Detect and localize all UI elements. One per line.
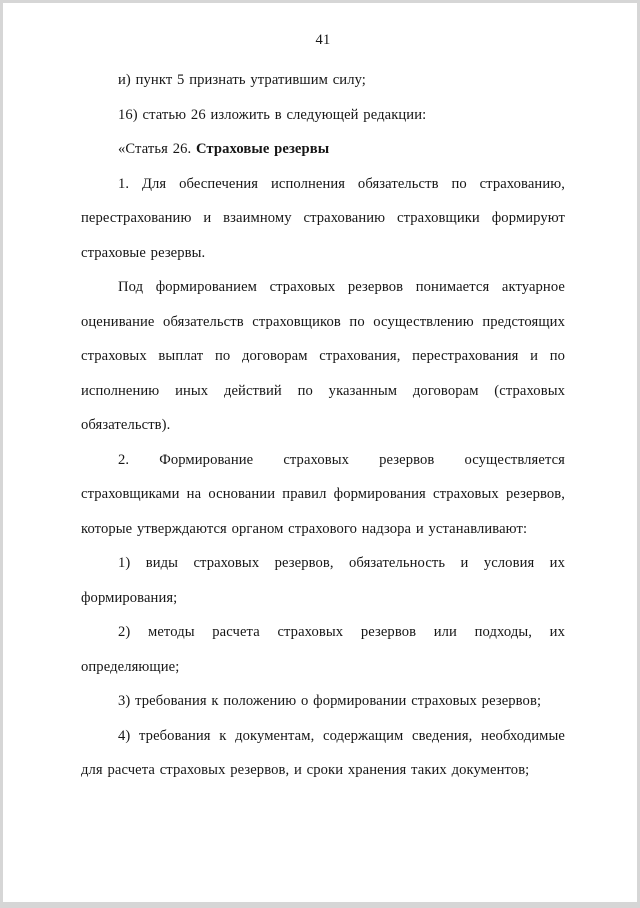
paragraph-point-2: 2. Формирование страховых резервов осуществляется страховщиками на основании правил формирования страховых резервов, которые утверждаются органом страхового надзора и устанавливают:: [81, 451, 565, 537]
paragraph-clause-i: и) пункт 5 признать утратившим силу;: [118, 72, 366, 88]
list-item-3: 3) требования к положению о формировании страховых резервов;: [118, 693, 542, 709]
page-number: 41: [315, 32, 331, 48]
list-item-4: 4) требования к документам, содержащим сведения, необходимые для расчета страховых резервов, и сроки хранения таких документов;: [81, 727, 565, 778]
paragraph-definition: Под формированием страховых резервов понимается актуарное оценивание обязательств страховщиков по осуществлению предстоящих страховых выплат по договорам страхования, перестрахования и по исполнению иных действий по указанным договорам (страховых обязательств).: [81, 279, 565, 433]
article-heading-prefix: «Статья 26.: [118, 141, 196, 157]
document-page: [3, 3, 637, 902]
paragraph-point-1: 1. Для обеспечения исполнения обязательств по страхованию, перестрахованию и взаимному страхованию страховщики формируют страховые резервы.: [81, 175, 565, 261]
paragraph-clause-16: 16) статью 26 изложить в следующей редакции:: [118, 106, 427, 123]
document-body: [3, 3, 637, 788]
article-heading-title: Страховые резервы: [195, 141, 330, 157]
list-item-2: 2) методы расчета страховых резервов или подходы, их определяющие;: [81, 624, 565, 675]
article-heading: [81, 132, 565, 167]
list-item-1: 1) виды страховых резервов, обязательность и условия их формирования;: [81, 555, 565, 606]
